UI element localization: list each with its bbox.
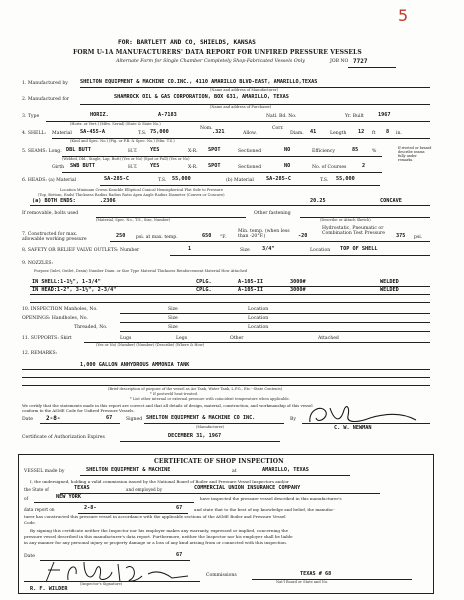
item-6-ts-a-label: T.S. [158, 178, 167, 183]
cert-date: 2-8- [46, 415, 61, 422]
job-number: 7727 [353, 58, 368, 65]
cert-auth-line [120, 441, 280, 442]
item-9-row1-thk: 3000# [290, 279, 306, 285]
shop-para-5: By signing this certificate neither the Inspector nor his employer makes any warranty, expressed or implied, concerning the [30, 528, 289, 533]
item-10-size-2: Size [168, 316, 178, 321]
shop-commissions-label: Commissions [206, 573, 237, 578]
item-7-pressure: 250 [116, 233, 126, 239]
item-10-line-2 [120, 322, 430, 323]
item-11-other: Other [230, 336, 244, 341]
item-8-location-label: Location [310, 248, 331, 253]
item-10-line-1 [120, 313, 430, 314]
item-5-side-note: If riveted or brazed describe seams fully under remarks. [398, 146, 432, 163]
shop-inspector-sig-note: (Inspector's Signature) [80, 582, 123, 586]
item-10-size-1: Size [168, 307, 178, 312]
item-7-min-label: Min. temp. (when less than -20°F.) [238, 229, 290, 240]
item-5-pct: % [372, 149, 377, 154]
form-title: FORM U-1A MANUFACTURERS' DATA REPORT FOR UNFIRED PRESSURE VESSELS [73, 49, 362, 56]
item-12-label: 12. REMARKS: [22, 351, 58, 356]
item-7-temp: 650 [202, 233, 212, 239]
item-5-ht: YES [150, 147, 160, 153]
item-7-line [110, 241, 430, 242]
item-5-eff-label: Efficiency [312, 149, 335, 154]
item-2-label: 2. Manufactured for [22, 97, 69, 102]
shop-para-1-rest: have inspected the pressure vessel described in this manufacturer's [200, 496, 342, 501]
item-6-label: 6. HEADS: (a) Material [22, 178, 77, 183]
item-6-ts-a: 55,000 [172, 176, 191, 182]
item-5-girth: SWB BUTT [70, 163, 95, 169]
shop-title: CERTIFICATE OF SHOP INSPECTION [154, 458, 284, 465]
item-4-corr-label: Corr. [272, 126, 284, 131]
shop-commission: TEXAS # 68 [300, 571, 332, 577]
job-line [348, 67, 396, 68]
item-9-row1: IN SHELL:1-1½", 1-3/4" [32, 279, 101, 285]
item-6-mat-b: SA-285-C [266, 176, 291, 182]
item-3-year: 1967 [378, 112, 391, 118]
item-5-eff: 85 [352, 147, 359, 153]
shop-para-1: I, the undersigned, holding a valid commission issued by the National Board of Boiler and Pressure Vessel Inspectors and/or [30, 479, 289, 484]
item-5-xr-label: X-R. [188, 149, 198, 154]
item-8-size-label: Size [240, 248, 250, 253]
shop-employed-label: and employed by [126, 487, 163, 492]
item-6-bolted: If removable, bolts used [22, 211, 79, 216]
shop-data-report-label: data report on [24, 507, 55, 512]
item-10-location-3: Location [248, 325, 269, 330]
item-7-psi-label: psi. at max. temp. [136, 235, 178, 240]
shop-para-2-rest: and state that to the best of my knowledge and belief, the manufac- [194, 507, 335, 512]
shop-company-line [60, 493, 380, 494]
shop-of-label: of [24, 496, 29, 501]
item-12-note-2: * If postweld heat-treated. [150, 392, 199, 396]
item-6-cols: Location Minimum Crown Knuckle Elliptical Conical Hemispherical Flat Side to Pressure [60, 188, 223, 192]
shop-date-label: Date [24, 554, 35, 559]
item-6-ts-b: 55,000 [336, 176, 355, 182]
item-7-f: °F. [220, 235, 227, 240]
item-7-label: 7. Constructed for max. allowable working pressure [22, 232, 87, 243]
item-5-courses-label: No. of Courses [312, 165, 347, 170]
shop-para-4: Code. [24, 520, 36, 525]
item-6-row-line [30, 205, 430, 206]
item-5-long: DBL BUTT [66, 147, 91, 153]
item-11-label: 11. SUPPORTS: Skirt [22, 336, 72, 341]
item-5-xr2: SPOT [208, 163, 221, 169]
item-5-sectioned2-label: Sectioned [238, 165, 262, 170]
item-1-label: 1. Manufactured by [22, 81, 68, 86]
item-11-lugs: Lugs [120, 336, 132, 341]
item-9-label: 9. NOZZLES: [22, 261, 54, 266]
shop-commission-note: Nat'l Board or State and No. [276, 580, 329, 584]
item-12-line-1 [22, 369, 430, 370]
item-4-diam-label: Diam. [290, 131, 304, 136]
page-number-mark: 5 [398, 6, 409, 25]
item-4-length: 12 [358, 129, 365, 135]
item-3-label: 3. Type [22, 114, 40, 119]
item-9-row2-mat: A-105-II [238, 287, 263, 293]
item-7-min: -20 [298, 233, 308, 239]
shop-vessel-label: VESSEL made by [24, 469, 65, 474]
item-5-sectioned2: NO [284, 163, 291, 169]
shop-report-date: 2-8- [84, 505, 97, 511]
cert-signed-note: (Manufacturer) [196, 425, 225, 429]
item-5-sectioned-label: Sectioned [238, 149, 262, 154]
item-9-row1-mat: A-105-II [238, 279, 263, 285]
item-6-row-hemi: 20.25 [310, 198, 326, 204]
shop-city-line [34, 502, 194, 503]
item-3-note: (Horiz. or Vert.) (Mfrs. Serial) (State & State No.) [70, 122, 161, 126]
item-11-attached: Attached [318, 336, 339, 341]
item-10-size-3: Size [168, 325, 178, 330]
cert-statement-1: We certify that the statements made in this report are correct and that all details of design, material, construction, and workmanship of this vessel [22, 403, 313, 408]
shop-report-year: 67 [176, 505, 183, 511]
item-10-location-2: Location [248, 316, 269, 321]
item-4-material-label: Material [52, 131, 72, 136]
item-9-row2-thk: 3000# [290, 287, 306, 293]
item-7-test: 375 [396, 233, 406, 239]
cert-signer: C. W. NEWMAN [334, 425, 372, 431]
item-5-girth-label: Girth [52, 165, 65, 170]
item-8-number: 1 [188, 246, 192, 252]
item-11-legs: Legs [176, 336, 188, 341]
item-10-line-3 [120, 331, 430, 332]
item-4-ts-label: T.S. [138, 131, 147, 136]
item-5-sectioned: NO [284, 147, 291, 153]
item-5-ht2-label: H.T. [128, 165, 138, 170]
item-5-ht-label: H.T. [128, 149, 138, 154]
shop-state-label: the State of [24, 487, 49, 492]
shop-date-year: 67 [176, 552, 183, 558]
item-12-note-3: * List other internal or external pressure with coincident temperature when applicable. [130, 397, 290, 401]
item-9-row2-attached: WELDED [380, 287, 399, 293]
item-9-row2-type: CPLG. [196, 287, 212, 293]
item-9-row1-type: CPLG. [196, 279, 212, 285]
item-11-note: (Yes or No) (Number) (Number) (Describe) (Where & How) [96, 343, 205, 347]
cert-date-year: 67 [106, 415, 113, 421]
item-3-type: HORIZ. [90, 112, 109, 118]
item-5-ht2: YES [150, 163, 160, 169]
item-3-serial: A-7183 [158, 112, 177, 118]
item-4-in-label: in. [396, 131, 402, 136]
item-6-row-thk: .2306 [100, 198, 116, 204]
job-label: JOB NO [330, 59, 349, 64]
item-6-b-label: (b) Material [226, 178, 254, 183]
item-2-value: SHAMROCK OIL & GAS CORPORATION, BOX 631, AMARILLO, TEXAS [114, 94, 289, 100]
cert-date-line [40, 423, 120, 424]
shop-state: TEXAS [74, 485, 90, 491]
item-4-material: SA-455-A [80, 129, 105, 135]
item-5-note: (Welded, Dbl., Single, Lap, Butt) (Yes or No) (Spot or Full) (Yes or No) [62, 157, 190, 161]
item-5-courses: 2 [362, 163, 366, 169]
item-5-line-b [62, 172, 382, 173]
item-7-hydro-label: Hydrostatic, Pneumatic or Combination Test Pressure [322, 226, 385, 237]
item-12-note-1: (Brief description of purpose of the vessel as Air Tank, Water Tank, L.P.G., Etc.--State Contents) [108, 387, 283, 391]
item-6-mat-a: SA-285-C [104, 176, 129, 182]
shop-para-3: turer has constructed this pressure vessel in accordance with the applicable sections of the ASME Boiler and Pressure Vessel [24, 514, 286, 519]
item-9-cols: Purpose (Inlet, Outlet, Drain) Number Diam. or Size Type Material Thickness Reinforcement Material How Attached [34, 269, 248, 273]
item-1-value: SHELTON EQUIPMENT & MACHINE CO.INC., 4110 AMARILLO BLVD-EAST, AMARILLO,TEXAS [80, 79, 318, 85]
item-2-note: (Name and address of Purchaser) [210, 105, 272, 109]
shop-at-label: at [232, 469, 237, 474]
item-10-location-1: Location [248, 307, 269, 312]
item-8-location: TOP OF SHELL [340, 246, 378, 252]
item-5-xr2-label: X-R. [188, 165, 198, 170]
item-4-thk: .321 [212, 129, 225, 135]
item-4-ts: 75,000 [150, 129, 169, 135]
item-6-other-label: Other fastening [254, 211, 291, 216]
item-1-note: (Name and address of Manufacturer) [210, 88, 278, 92]
shop-para-6: pressure vessel described in this manufacturer's data report. Furthermore, neither the Inspector nor his employer shall be liable [24, 534, 293, 539]
cert-signed-value: SHELTON EQUIPMENT & MACHINE CO INC. [146, 415, 256, 421]
shop-para-7: in any manner for any personal injury or property damage or a loss of any kind arising from or connected with this inspection. [24, 540, 288, 545]
item-8-size: 3/4" [262, 246, 275, 252]
item-12-line-2 [22, 377, 430, 378]
cert-date-label: Date [22, 417, 33, 422]
item-6-cols2: (Top, Bottom, Ends) Thickness Radius Radius Ratio Apex Angle Radius Diameter (Convex or Concave) [38, 193, 225, 197]
item-4-length-label: Length [330, 131, 347, 136]
item-5-label: 5. SEAMS: Long. [22, 149, 62, 154]
item-4-label: 4. SHELL: [22, 131, 46, 136]
item-6-ts-b-label: T.S. [320, 178, 329, 183]
item-12-line-3 [22, 385, 430, 386]
item-9-row2: IN HEAD:1-2", 3-1½", 2-3/4" [32, 287, 117, 293]
item-6-line [100, 185, 380, 186]
item-10-threaded-label: Threaded, No. [74, 325, 108, 330]
item-6-row: (a) BOTH ENDS: [32, 198, 76, 204]
cert-auth-value: DECEMBER 31, 1967 [168, 433, 222, 439]
for-line: FOR: BARTLETT AND CO, SHIELDS, KANSAS [118, 39, 256, 46]
item-3-year-label: Yr. Built [345, 114, 364, 119]
form-subtitle: Alternate Form for Single Chamber Completely Shop-Fabricated Vessels Only [116, 59, 305, 64]
cert-signed-line [144, 423, 284, 424]
item-7-psi: psi. [414, 235, 423, 240]
shop-city: NEW YORK [56, 494, 81, 500]
item-4-inches: 8 [386, 129, 390, 135]
cert-auth-label: Certificate of Authorization Expires [22, 435, 105, 440]
cert-statement-2: conform to the ASME Code for Unfired Pressure Vessels. [22, 408, 135, 413]
shop-vessel-line [80, 475, 350, 476]
item-4-allow-label: Allow. [243, 131, 257, 136]
item-8-label: 8. SAFETY OR RELIEF VALVE OUTLETS: Number [22, 248, 140, 253]
item-6-other-note: (Describe or Attach Sketch) [320, 218, 371, 222]
shop-company: COMMERCIAL UNION INSURANCE COMPANY [194, 485, 301, 491]
item-12-value: 1,000 GALLON ANHYDROUS AMMONIA TANK [80, 362, 190, 368]
item-9-row2-line [30, 294, 430, 295]
item-4-ft: ft [372, 131, 376, 136]
item-4-diam: 41 [310, 129, 317, 135]
item-4-note: (Kind and Spec. No.) (Fig. or P.B. & Spec. No.) (Min. T.S.) [70, 139, 175, 143]
item-10-openings-label: OPENINGS: Handholes, No. [22, 316, 88, 321]
item-3-natl-label: Natl. Bd. No. [266, 114, 297, 119]
item-9-row1-attached: WELDED [380, 279, 399, 285]
item-10-label: 10. INSPECTION Manholes, No. [22, 307, 98, 312]
shop-vessel-maker: SHELTON EQUIPMENT & MACHINE [86, 467, 171, 473]
item-8-line [170, 255, 430, 256]
item-5-xr: SPOT [208, 147, 221, 153]
shop-vessel-city: AMARILLO, TEXAS [262, 467, 309, 473]
item-6-bolted-note: (Material, Spec. No., T.S., Size, Number) [96, 218, 171, 222]
cert-by-label: By [290, 417, 296, 422]
item-4-nom-label: Nom. [200, 126, 213, 131]
item-6-row-side: CONCAVE [380, 198, 402, 204]
cert-signed-label: Signed [126, 417, 143, 422]
shop-inspector-name: R. F. WILDER [30, 586, 68, 592]
item-9-row3-line [30, 302, 430, 303]
